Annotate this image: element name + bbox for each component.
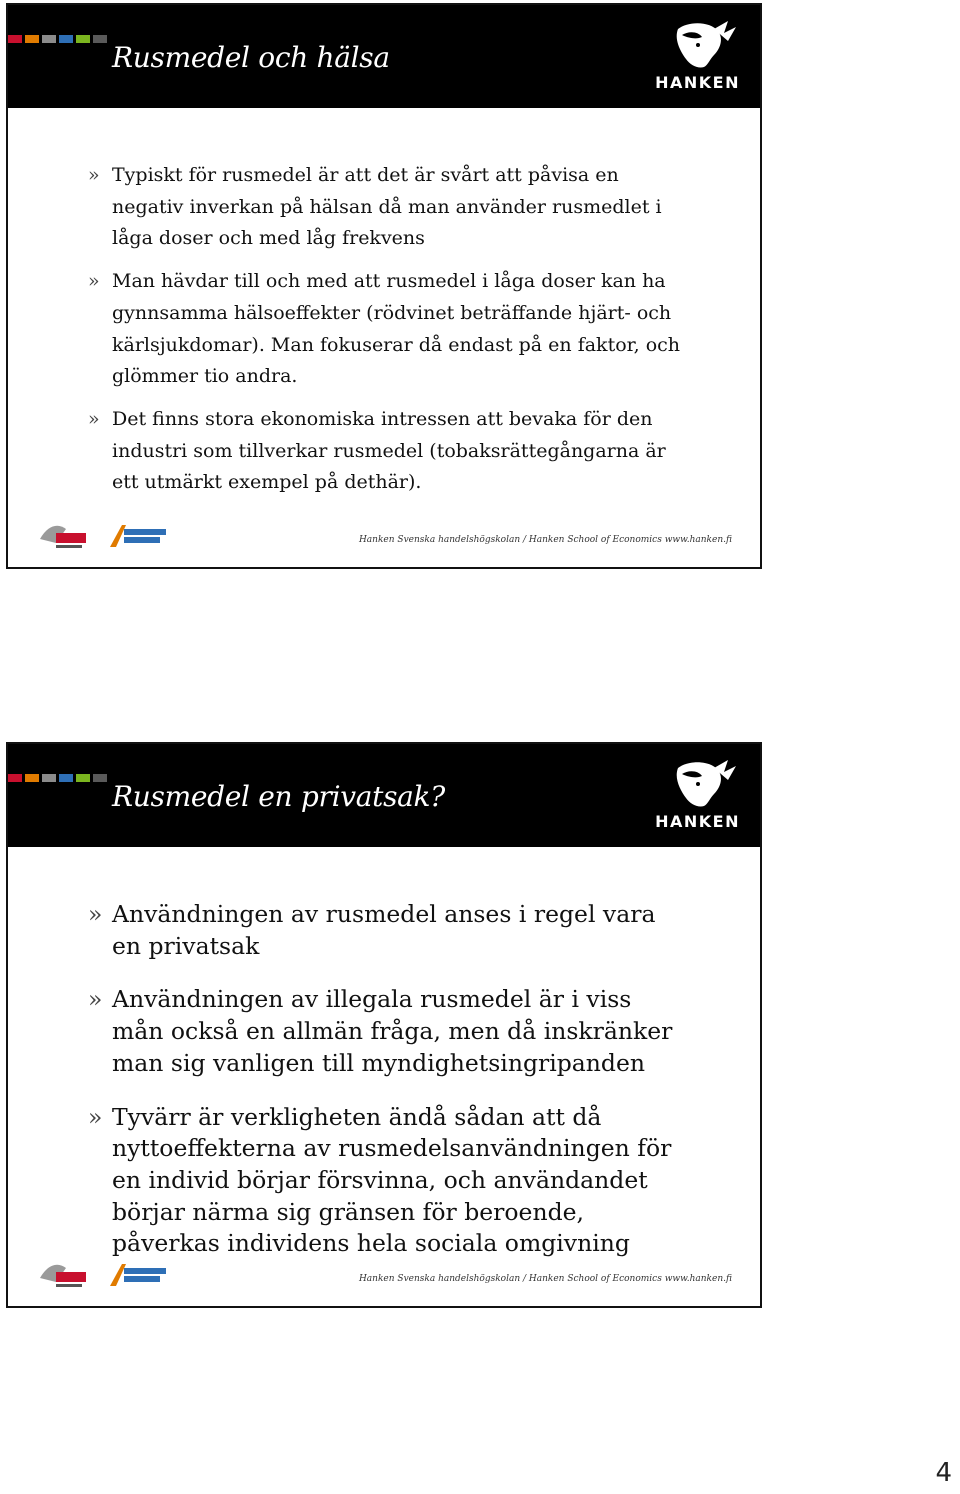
bullet-item: » Användningen av rusmedel anses i regel vara en privatsak <box>88 900 656 960</box>
accreditation-logos <box>38 1260 178 1290</box>
footer-text: Hanken Svenska handelshögskolan / Hanken School of Economics www.hanken.fi <box>358 1274 732 1284</box>
bullet-marker: » <box>88 407 100 430</box>
slide-title: Rusmedel och hälsa <box>112 41 390 74</box>
accreditation-logos <box>38 521 178 551</box>
slide-2 <box>6 742 762 1308</box>
bullet-item: » Man hävdar till och med att rusmedel i låga doser kan ha gynnsamma hälsoeffekter (rödvinet beträffande hjärt- och kärlsjukdomar). Man fokuserar då endast på en faktor, och glömmer tio andra. <box>88 266 688 393</box>
slide-header <box>8 5 760 108</box>
bullet-list <box>88 899 688 1282</box>
bullet-marker: » <box>88 900 103 928</box>
bullet-marker: » <box>88 1102 103 1131</box>
hanken-logo-text: HANKEN <box>655 73 740 92</box>
slide-header <box>8 744 760 847</box>
equis-logo-icon <box>38 1260 98 1290</box>
slide-1 <box>6 3 762 569</box>
amba-logo-icon <box>108 1260 178 1290</box>
footer-text: Hanken Svenska handelshögskolan / Hanken School of Economics www.hanken.fi <box>358 535 732 545</box>
bullet-marker: » <box>88 270 100 293</box>
bullet-item: » Typiskt för rusmedel är att det är svårt att påvisa en negativ inverkan på hälsan då man använder rusmedlet i låga doser och med låg frekvens <box>88 160 688 255</box>
color-stripe <box>8 774 110 782</box>
bullet-marker: » <box>88 164 100 186</box>
page-number: 4 <box>935 1458 952 1488</box>
bullet-marker: » <box>88 985 103 1014</box>
bullet-list <box>88 160 688 510</box>
slide-title: Rusmedel en privatsak? <box>112 780 445 813</box>
equis-logo-icon <box>38 521 98 551</box>
bullet-item: » Det finns stora ekonomiska intressen att bevaka för den industri som tillverkar rusmedel (tobaksrättegångarna är ett utmärkt exempel på dethär). <box>88 404 688 499</box>
hanken-logo-text: HANKEN <box>655 812 740 831</box>
bullet-item: » Tyvärr är verkligheten ändå sådan att då nyttoeffekterna av rusmedelsanvändningen för en individ börjar försvinna, och användandet börjar närma sig gränsen för beroende, påverkas individens hela sociala omgivning <box>88 1102 672 1258</box>
bullet-item: » Användningen av illegala rusmedel är i viss mån också en allmän fråga, men då inskränker man sig vanligen till myndighetsingripanden <box>88 985 673 1077</box>
color-stripe <box>8 35 110 43</box>
amba-logo-icon <box>108 521 178 551</box>
